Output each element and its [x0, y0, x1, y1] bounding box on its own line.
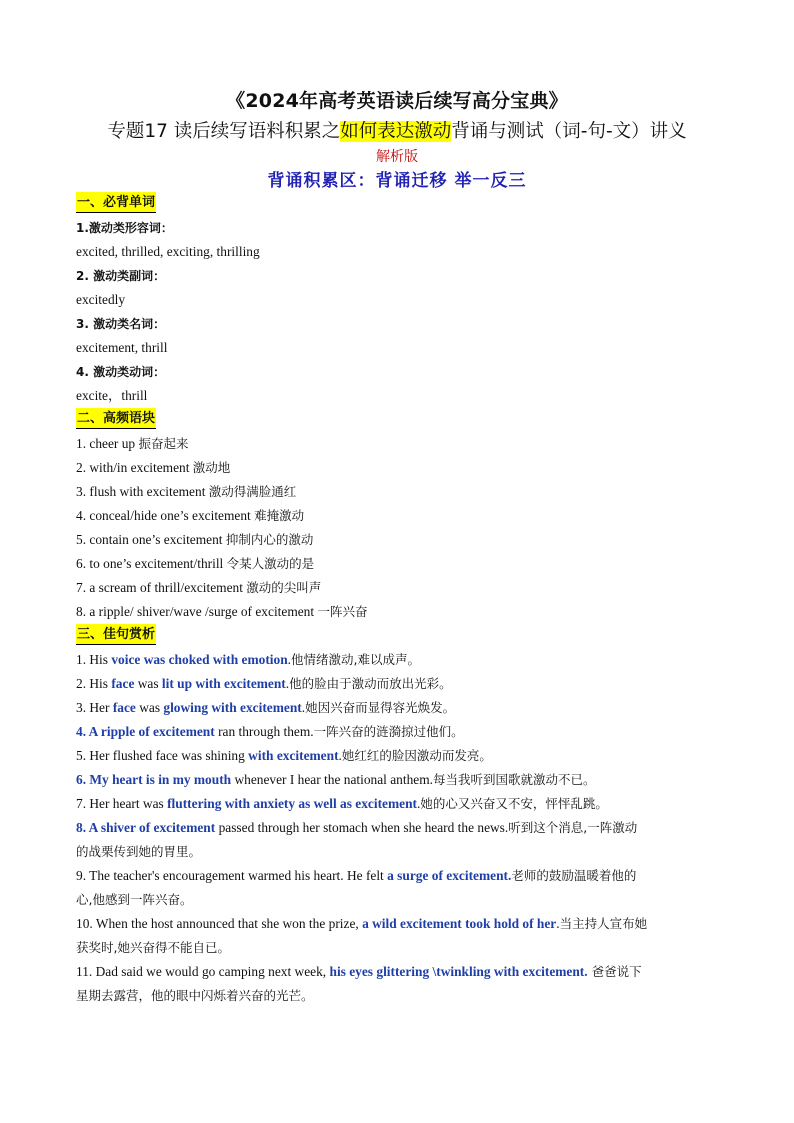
chunk-cn: 激动得满脸通红: [208, 484, 297, 499]
chunk-item: [76, 528, 720, 552]
sentence-highlight: with excitement: [248, 748, 339, 763]
sentence-highlight: 6. My heart is in my mouth: [76, 772, 232, 787]
chunk-item: [76, 552, 720, 576]
sentence-item: [76, 912, 720, 936]
sentence-translation: 他情绪激动,难以成声。: [291, 652, 420, 667]
subtitle-suffix: 背诵与测试（词-句-文）讲义: [451, 121, 687, 142]
chunk-item: [76, 432, 720, 456]
sentence-translation: 一阵兴奋的涟漪掠过他们。: [313, 724, 464, 739]
sentence-text: was: [134, 676, 162, 691]
section-heading-text: 一、必背单词: [77, 195, 156, 210]
sentence-item: [76, 768, 720, 792]
sentence-highlight: lit up with excitement: [161, 676, 286, 691]
sentence-translation: 她红红的脸因激动而发亮。: [341, 748, 492, 763]
sentence-translation: 他的脸由于激动而放出光彩。: [289, 676, 452, 691]
chunk-cn: 激动地: [192, 460, 231, 475]
sentence-highlight: fluttering with anxiety as well as excitement: [167, 796, 418, 811]
sentence-item: [76, 816, 720, 840]
word-value: excited, thrilled, exciting, thrilling: [76, 244, 260, 259]
chunk-cn: 激动的尖叫声: [246, 580, 322, 595]
chunk-item: [76, 576, 720, 600]
chunk-item: [76, 600, 720, 624]
chunk-en: 3. flush with excitement: [76, 484, 209, 499]
sentence-highlight: 4. A ripple of excitement: [76, 724, 215, 739]
sentence-highlight: a surge of excitement.: [387, 868, 512, 883]
word-value: excite，thrill: [76, 388, 148, 403]
sentence-translation-cont: 星期去露营，他的眼中闪烁着兴奋的光芒。: [76, 988, 314, 1003]
chunk-en: 2. with/in excitement: [76, 460, 193, 475]
sentence-text: .: [287, 652, 292, 667]
zone-heading: 背诵积累区：背诵迁移 举一反三: [267, 171, 527, 191]
chunk-item: [76, 456, 720, 480]
subtitle-prefix: 专题17 读后续写语料积累之: [107, 121, 341, 142]
sentence-highlight: face: [111, 676, 135, 691]
sentence-item: [76, 792, 720, 816]
sentence-item: [76, 960, 720, 984]
sentence-text: 11. Dad said we would go camping next week,: [76, 964, 330, 979]
sentence-translation: 当主持人宣布她: [559, 916, 648, 931]
sentence-highlight: voice was choked with emotion: [111, 652, 288, 667]
sentence-translation: 听到这个消息,一阵激动: [508, 820, 638, 835]
chunk-item: [76, 504, 720, 528]
sentence-text: 1. His: [76, 652, 112, 667]
chunk-en: 6. to one’s excitement/thrill: [76, 556, 227, 571]
chunk-item: [76, 480, 720, 504]
sentence-translation: 老师的鼓励温暖着他的: [511, 868, 637, 883]
chunk-en: 8. a ripple/ shiver/wave /surge of excitement: [76, 604, 318, 619]
document-title: 《2024年高考英语读后续写高分宝典》: [226, 90, 568, 112]
chunk-cn: 令某人激动的是: [226, 556, 315, 571]
sentence-item: [76, 720, 720, 744]
version-label: 解析版: [376, 149, 418, 165]
word-label: 1.激动类形容词：: [76, 221, 173, 235]
sentence-text: .: [301, 700, 306, 715]
subtitle-highlight: 如何表达激动: [340, 121, 452, 142]
sentence-item: [76, 864, 720, 888]
sentence-text: 9. The teacher's encouragement warmed his heart. He felt: [76, 868, 388, 883]
chunk-cn: 抑制内心的激动: [225, 532, 314, 547]
sentence-text: 2. His: [76, 676, 112, 691]
word-value: excitement, thrill: [76, 340, 168, 355]
sentence-item: [76, 672, 720, 696]
sentence-item: [76, 696, 720, 720]
section-heading-sentences: [76, 624, 156, 645]
sentence-highlight: glowing with excitement: [163, 700, 302, 715]
sentence-translation: 她因兴奋而显得容光焕发。: [305, 700, 456, 715]
sentence-item: [76, 744, 720, 768]
chunk-en: 4. conceal/hide one’s excitement: [76, 508, 255, 523]
section-heading-chunks: [76, 408, 156, 429]
sentence-translation: 她的心又兴奋又不安，怦怦乱跳。: [420, 796, 608, 811]
chunk-cn: 振奋起来: [138, 436, 189, 451]
sentence-translation: 爸爸说下: [587, 964, 642, 979]
section-heading-text: 二、高频语块: [77, 411, 156, 426]
sentence-text: passed through her stomach when she heard the news.: [215, 820, 509, 835]
word-label: 2. 激动类副词：: [76, 269, 166, 283]
sentence-text: .: [285, 676, 290, 691]
sentence-text: ran through them.: [214, 724, 314, 739]
sentence-text: .: [556, 916, 560, 931]
sentence-text: 3. Her: [76, 700, 113, 715]
sentence-translation: 每当我听到国歌就激动不已。: [433, 772, 596, 787]
sentence-translation-cont: 获奖时,她兴奋得不能自已。: [76, 940, 230, 955]
sentence-highlight: face: [112, 700, 136, 715]
chunk-en: 5. contain one’s excitement: [76, 532, 226, 547]
chunk-en: 1. cheer up: [76, 436, 139, 451]
sentence-highlight: his eyes glittering \twinkling with excitement.: [329, 964, 588, 979]
sentence-translation-cont: 的战栗传到她的胃里。: [76, 844, 202, 859]
section-heading-text: 三、佳句赏析: [77, 627, 156, 642]
sentence-text: whenever I hear the national anthem.: [231, 772, 433, 787]
document-subtitle: [0, 117, 794, 143]
sentence-text: 10. When the host announced that she won the prize,: [76, 916, 363, 931]
sentence-text: .: [417, 796, 421, 811]
word-label: 4. 激动类动词：: [76, 365, 166, 379]
chunk-cn: 难掩激动: [254, 508, 305, 523]
word-value: excitedly: [76, 292, 126, 307]
sentence-highlight: 8. A shiver of excitement: [76, 820, 216, 835]
sentence-item: [76, 648, 720, 672]
word-label: 3. 激动类名词：: [76, 317, 166, 331]
sentence-highlight: a wild excitement took hold of her: [362, 916, 557, 931]
sentence-translation-cont: 心,他感到一阵兴奋。: [76, 892, 193, 907]
sentence-text: .: [338, 748, 342, 763]
sentence-text: was: [135, 700, 164, 715]
chunk-cn: 一阵兴奋: [317, 604, 368, 619]
sentence-text: 5. Her flushed face was shining: [76, 748, 249, 763]
section-heading-words: [76, 192, 156, 213]
chunk-en: 7. a scream of thrill/excitement: [76, 580, 247, 595]
sentence-text: 7. Her heart was: [76, 796, 168, 811]
